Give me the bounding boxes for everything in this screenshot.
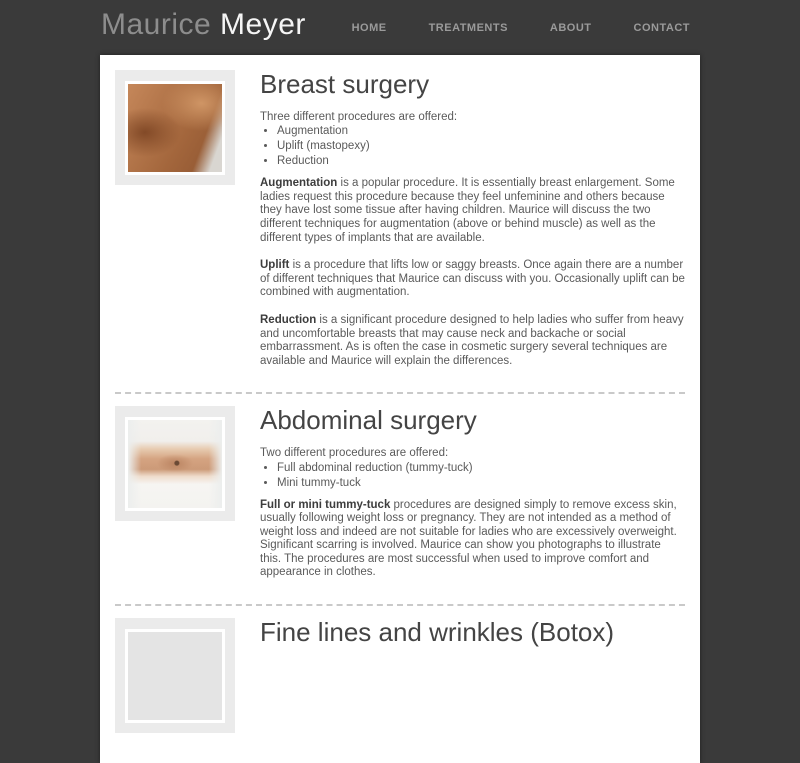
nav-item-about[interactable]: ABOUT bbox=[549, 21, 592, 34]
procedure-list bbox=[260, 461, 685, 491]
nav-item-treatments[interactable]: TREATMENTS bbox=[428, 21, 508, 34]
breast-surgery-thumbnail bbox=[115, 70, 235, 185]
paragraph-tummy-tuck bbox=[260, 499, 685, 581]
section-content bbox=[260, 406, 685, 594]
paragraph-augmentation bbox=[260, 177, 685, 245]
section-botox bbox=[115, 618, 685, 733]
section-content bbox=[260, 70, 685, 382]
nav-item-contact[interactable]: CONTACT bbox=[633, 21, 690, 34]
section-abdominal-surgery bbox=[115, 406, 685, 594]
abdominal-surgery-thumbnail bbox=[115, 406, 235, 521]
botox-thumbnail bbox=[115, 618, 235, 733]
paragraph-text: procedures are designed simply to remove excess skin, usually following weight loss or pregnancy. They are not intended as a method of weight loss and indeed are not suitable for ladies who are excessively overweight. Significant scarring is involved. Maurice can show you photographs to illustrate this. The procedures are most successful when used to improve comfort and appearance in clothes. bbox=[260, 498, 677, 579]
abdominal-surgery-photo bbox=[125, 417, 225, 511]
logo-first-name: Maurice bbox=[101, 8, 212, 41]
paragraph-lead: Reduction bbox=[260, 313, 317, 326]
section-content bbox=[260, 618, 685, 733]
procedure-item-full-reduction: • Full abdominal reduction (tummy-tuck) bbox=[277, 461, 685, 476]
nav-item-home[interactable]: HOME bbox=[351, 21, 387, 34]
procedure-item-reduction: • Reduction bbox=[277, 154, 685, 169]
section-title-breast-surgery: Breast surgery bbox=[260, 69, 430, 99]
paragraph-text: is a popular procedure. It is essentially breast enlargement. Some ladies request this procedure because they feel unfeminine and others because they have lost some tissue after having children. Maurice will discuss the two different techniques for augmentation (above or behind muscle) as well as the different types of implants that are available. bbox=[260, 177, 675, 244]
section-divider bbox=[115, 392, 685, 394]
procedure-item-uplift: • Uplift (mastopexy) bbox=[277, 139, 685, 154]
paragraph-text: is a procedure that lifts low or saggy breasts. Once again there are a number of different techniques that Maurice can discuss with you. Occasionally uplift can be combined with augmentation. bbox=[260, 259, 685, 299]
main-nav bbox=[352, 0, 690, 55]
content-panel bbox=[100, 55, 700, 763]
section-title-abdominal-surgery: Abdominal surgery bbox=[260, 405, 477, 436]
paragraph-text: is a significant procedure designed to help ladies who suffer from heavy and uncomfortable breasts that may cause neck and backache or social embarrassment. As is often the case in cosmetic surgery several techniques are available and Maurice will explain the differences. bbox=[260, 313, 684, 367]
section-intro: Three different procedures are offered: bbox=[260, 110, 458, 123]
site-logo[interactable] bbox=[101, 8, 306, 42]
breast-surgery-photo bbox=[125, 81, 225, 175]
paragraph-lead: Full or mini tummy-tuck bbox=[260, 498, 391, 511]
logo-last-name: Meyer bbox=[220, 8, 306, 41]
section-title-botox: Fine lines and wrinkles (Botox) bbox=[260, 617, 615, 648]
paragraph-uplift bbox=[260, 259, 685, 300]
section-divider bbox=[115, 604, 685, 606]
site-header bbox=[0, 0, 800, 55]
paragraph-lead: Augmentation bbox=[260, 177, 338, 190]
paragraph-lead: Uplift bbox=[260, 259, 290, 272]
procedure-item-augmentation: • Augmentation bbox=[277, 124, 685, 139]
procedure-list bbox=[260, 124, 685, 169]
procedure-item-mini-tummy-tuck: • Mini tummy-tuck bbox=[277, 476, 685, 491]
section-intro: Two different procedures are offered: bbox=[260, 446, 449, 459]
botox-photo bbox=[125, 629, 225, 723]
section-breast-surgery bbox=[115, 70, 685, 382]
paragraph-reduction bbox=[260, 314, 685, 368]
